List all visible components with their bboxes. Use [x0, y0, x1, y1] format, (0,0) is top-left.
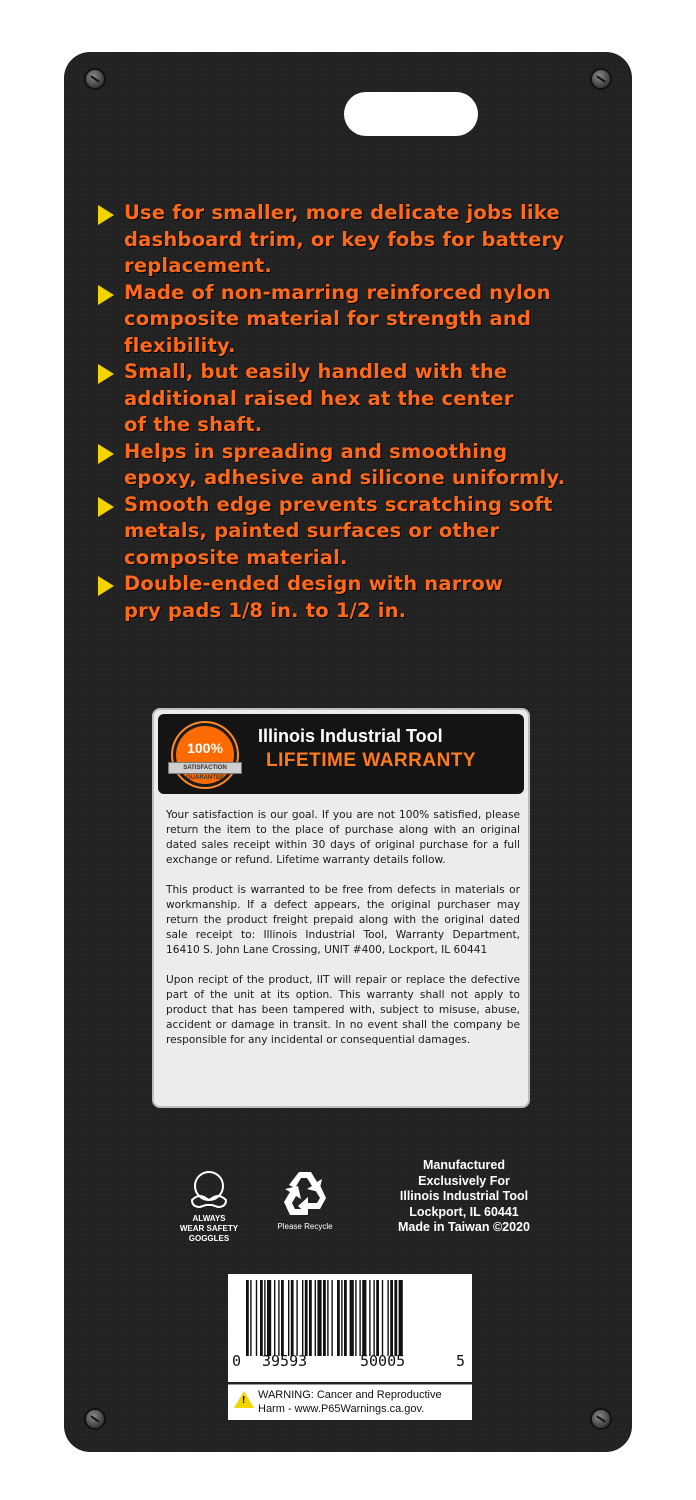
feature-item [96, 492, 616, 572]
barcode-bar [256, 1280, 257, 1356]
recycle-label: Please Recycle [277, 1222, 333, 1231]
safety-goggles-icon [186, 1170, 232, 1210]
badge-ribbon: SATISFACTION GUARANTEE [168, 762, 242, 774]
feature-line: Double-ended design with narrow [124, 572, 504, 595]
feature-line: Smooth edge prevents scratching soft [124, 492, 553, 516]
barcode-bar [315, 1280, 316, 1356]
barcode-bar [331, 1280, 332, 1356]
manufacturer-line: Illinois Industrial Tool [399, 1189, 529, 1203]
feature-item [96, 280, 616, 360]
feature-line: of the shaft. [124, 413, 263, 436]
barcode-bar [373, 1280, 374, 1356]
feature-line: Made of non-marring reinforced nylon [124, 280, 551, 304]
barcode-bar [274, 1280, 275, 1356]
prop65-text: WARNING: Cancer and Reproductive Harm - www.P65Warnings.ca.gov. [258, 1389, 442, 1415]
manufacturer-line: Made in Taiwan ©2020 [398, 1220, 530, 1234]
badge-percent: 100% [187, 740, 223, 756]
warranty-header [158, 714, 524, 794]
barcode-bar [387, 1280, 388, 1356]
recycle-icon [277, 1168, 333, 1220]
barcode-bar [250, 1280, 251, 1356]
feature-line: composite material for strength and [124, 307, 532, 330]
barcode-digit: 39593 [262, 1352, 308, 1370]
feature-item [96, 200, 616, 280]
goggles-line: ALWAYS [192, 1214, 226, 1223]
feature-line: dashboard trim, or key fobs for battery [124, 227, 565, 251]
feature-line: Helps in spreading and smoothing [124, 439, 508, 463]
warranty-brand: Illinois Industrial Tool [258, 726, 443, 746]
goggles-line: WEAR SAFETY [179, 1224, 239, 1233]
warning-symbol: ! [242, 1395, 246, 1406]
manufacturer-line: Manufactured [423, 1158, 505, 1172]
barcode-bar [278, 1280, 279, 1356]
barcode-bar [350, 1280, 354, 1356]
warranty-panel [152, 708, 530, 1108]
barcode-bar [394, 1280, 397, 1356]
warranty-body [166, 808, 520, 1063]
warranty-paragraph: Upon recipt of the product, IIT will repair or replace the defective part of the unit at its option. This warranty shall not apply to product that has been tampered with, subject to misuse, abuse, accident or damage in transit. In no event shall the company be responsible for any incidental or consequential damages. [166, 974, 520, 1046]
feature-line: epoxy, adhesive and silicone uniformly. [124, 466, 566, 489]
arrow-bullet-icon [98, 444, 114, 464]
feature-line: Small, but easily handled with the [124, 360, 508, 383]
barcode-bar [296, 1280, 297, 1356]
arrow-bullet-icon [98, 285, 114, 305]
feature-line: replacement. [124, 254, 272, 277]
barcode-bar [399, 1280, 403, 1356]
feature-list [96, 200, 616, 624]
barcode-bar [264, 1280, 265, 1356]
feature-item [96, 359, 616, 439]
manufacturer-info [360, 1158, 568, 1236]
barcode-bar [317, 1280, 321, 1356]
safety-goggles-notice [168, 1170, 250, 1244]
barcode-bar [359, 1280, 360, 1356]
goggles-line: GOGGLES [188, 1234, 230, 1243]
warning-triangle-icon [234, 1391, 254, 1408]
barcode-bar [390, 1280, 393, 1356]
manufacturer-line: Lockport, IL 60441 [409, 1204, 519, 1219]
barcode-bar [291, 1280, 294, 1356]
barcode-bar [341, 1280, 342, 1356]
barcode-bar [355, 1280, 356, 1356]
feature-line: pry pads 1/8 in. to 1/2 in. [124, 598, 407, 622]
screw-icon [86, 1410, 104, 1428]
arrow-bullet-icon [98, 364, 114, 384]
barcode-bar [337, 1280, 340, 1356]
feature-item [96, 571, 616, 624]
feature-line: additional raised hex at the center [124, 386, 514, 410]
feature-line: flexibility. [124, 333, 236, 357]
recycle-notice [268, 1168, 342, 1232]
warranty-paragraph: This product is warranted to be free from defects in materials or workmanship. If a defect appears, the original purchaser may return the product freight prepaid along with the original dated sale receipt to: Illinois Industrial Tool, Warranty Department, 16410 S. John Lane Crossing, UNIT #400, Lockport, IL 60441 [166, 884, 520, 956]
barcode-bar [369, 1280, 370, 1356]
barcode-digit: 50005 [360, 1352, 406, 1370]
barcode-bar [281, 1280, 284, 1356]
barcode-bar [305, 1280, 308, 1356]
barcode-bar [376, 1280, 379, 1356]
barcode-bar [309, 1280, 312, 1356]
screw-icon [592, 70, 610, 88]
barcode-bar [246, 1280, 249, 1356]
feature-line: Use for smaller, more delicate jobs like [124, 201, 560, 224]
barcode-bar [260, 1280, 263, 1356]
feature-line: metals, painted surfaces or other [124, 519, 500, 542]
warranty-title: LIFETIME WARRANTY [266, 750, 477, 771]
prop65-warning [228, 1384, 472, 1420]
manufacturer-line: Exclusively For [418, 1173, 510, 1188]
barcode-bar [344, 1280, 347, 1356]
hang-hole [344, 92, 478, 136]
satisfaction-badge-icon [176, 726, 234, 784]
barcode-bar [362, 1280, 366, 1356]
barcode-bar [302, 1280, 303, 1356]
barcode-bar [382, 1280, 383, 1356]
barcode-bar [288, 1280, 289, 1356]
screw-icon [86, 70, 104, 88]
barcode-bar [323, 1280, 326, 1356]
arrow-bullet-icon [98, 576, 114, 596]
arrow-bullet-icon [98, 205, 114, 225]
barcode-digits [228, 1352, 472, 1372]
barcode-digit: 0 [232, 1352, 242, 1370]
barcode-bars [246, 1280, 456, 1356]
barcode-digit: 5 [456, 1352, 466, 1370]
warranty-paragraph: Your satisfaction is our goal. If you are not 100% satisfied, please return the item to the place of purchase along with an original dated sales receipt within 30 days of original purchase for a full exchange or refund. Lifetime warranty details follow. [166, 809, 520, 866]
barcode-bar [327, 1280, 328, 1356]
feature-line: composite material. [124, 545, 348, 569]
feature-item [96, 439, 616, 492]
upc-barcode [228, 1274, 472, 1382]
barcode-bar [267, 1280, 271, 1356]
screw-icon [592, 1410, 610, 1428]
arrow-bullet-icon [98, 497, 114, 517]
